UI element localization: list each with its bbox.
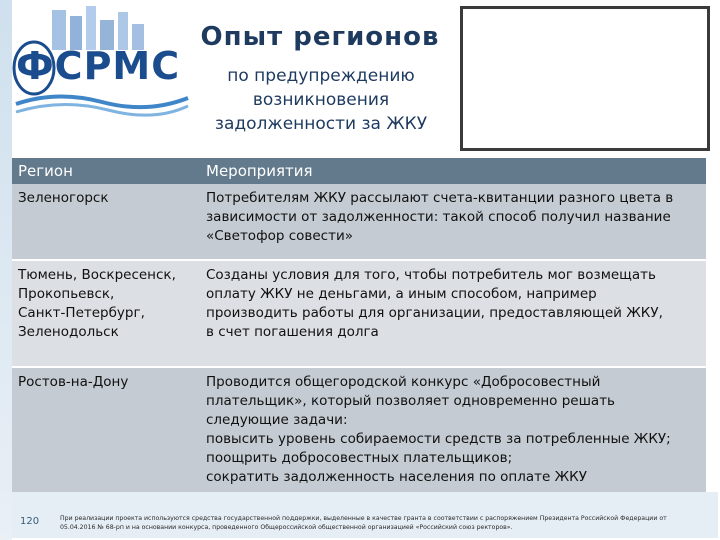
subtitle-line: возникновения	[252, 90, 390, 110]
footnote-line: 05.04.2016 № 68-рп и на основании конкурса, проведенного Общероссийской общественной организацией «Российский союз ректоров».	[60, 524, 513, 531]
measures-line: Потребителям ЖКУ рассылают счета-квитанции разного цвета в	[206, 190, 674, 206]
side-decoration-strip	[0, 0, 12, 540]
logo-text: ФСРМС	[16, 44, 181, 88]
photo-placeholder	[460, 6, 710, 151]
measures-line: сократить задолженность населения по оплате ЖКУ	[206, 469, 587, 485]
subtitle-line: по предупреждению	[227, 66, 415, 86]
measures-line: поощрить добросовестных плательщиков;	[206, 450, 513, 466]
region-cell	[12, 184, 200, 260]
measures-line: «Светофор совести»	[206, 228, 353, 244]
measures-line: повысить уровень собираемости средств за потребленные ЖКУ;	[206, 431, 671, 447]
region-cell	[12, 260, 200, 367]
column-header-measures: Мероприятия	[200, 158, 706, 184]
measures-line: плательщик», который позволяет одновременно решать	[206, 393, 616, 409]
regions-table	[12, 158, 706, 513]
region-line: Ростов-на-Дону	[18, 374, 129, 390]
measures-line: производить работы для организации, предоставляющей ЖКУ,	[206, 305, 663, 321]
region-line: Зеленодольск	[18, 324, 119, 340]
region-cell	[12, 367, 200, 512]
table-row	[12, 367, 706, 512]
measures-cell	[200, 260, 706, 367]
measures-line: зависимости от задолженности: такой способ получил название	[206, 209, 671, 225]
measures-line: оплату ЖКУ не деньгами, а иным способом, например	[206, 286, 597, 302]
column-header-region: Регион	[12, 158, 200, 184]
table-row	[12, 184, 706, 260]
measures-line: Созданы условия для того, чтобы потребитель мог возмещать	[206, 267, 656, 283]
fsrms-logo	[12, 6, 190, 126]
measures-line: следующие задачи:	[206, 412, 348, 428]
page-number: 120	[20, 516, 40, 527]
region-line: Прокопьевск,	[18, 286, 115, 302]
page-title: Опыт регионов	[200, 22, 440, 52]
footnote-line: При реализации проекта используются средства государственной поддержки, выделенные в качестве гранта в соответствии с распоряжением Президента Российской Федерации от	[60, 515, 667, 522]
measures-cell	[200, 184, 706, 260]
measures-cell	[200, 367, 706, 512]
region-line: Зеленогорск	[18, 190, 109, 206]
region-line: Санкт-Петербург,	[18, 305, 145, 321]
measures-line: в счет погашения долга	[206, 324, 379, 340]
subtitle-line: задолженности за ЖКУ	[214, 114, 428, 134]
table-row	[12, 260, 706, 367]
grant-footnote	[60, 514, 710, 532]
page-subtitle	[186, 64, 456, 136]
measures-line: Проводится общегородской конкурс «Добросовестный	[206, 374, 601, 390]
region-line: Тюмень, Воскресенск,	[18, 267, 176, 283]
table-header-row	[12, 158, 706, 184]
